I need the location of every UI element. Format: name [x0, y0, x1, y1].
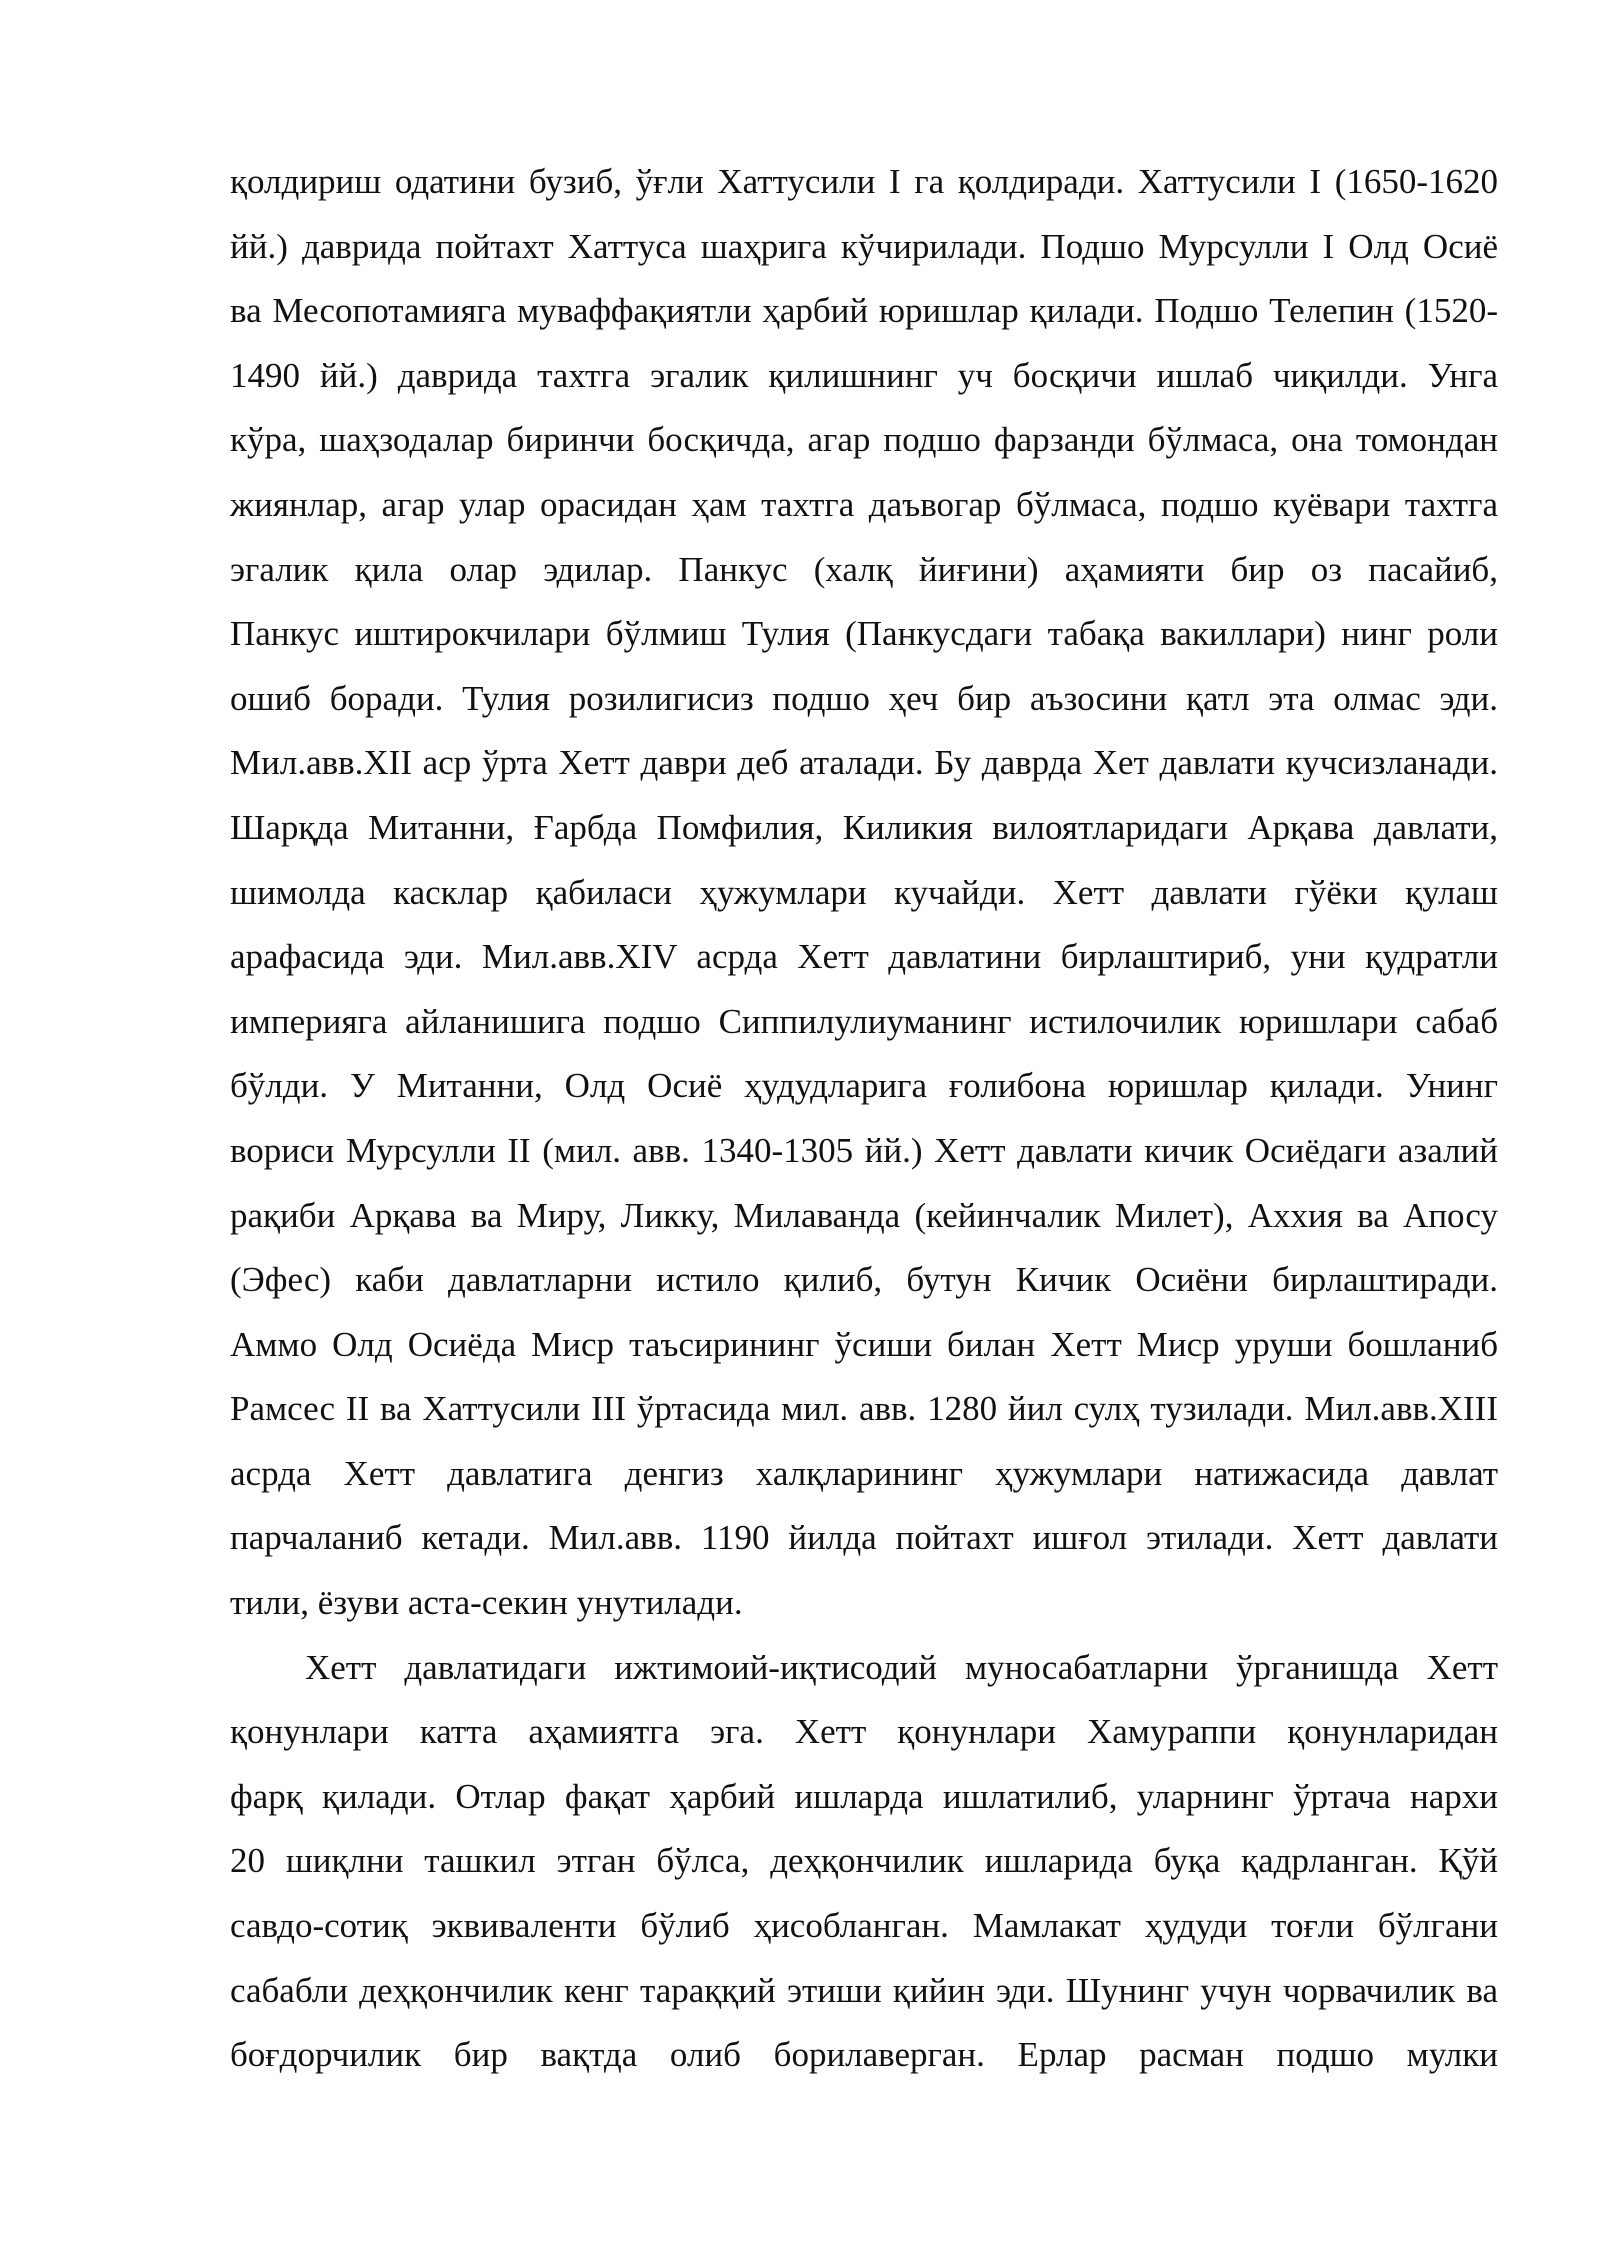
text-line: тили, ёзуви аста-секин унутилади.	[230, 1583, 743, 1623]
text-line: 1490 йй.) даврида тахтга эгалик қилишнинг уч босқичи ишлаб чиқилди. Унга	[230, 355, 1498, 395]
text-line: боғдорчилик бир вақтда олиб борилаверган. Ерлар расман подшо мулки	[230, 2035, 1498, 2075]
text-line: қолдириш одатини бузиб, ўғли Хаттусили I га қолдиради. Хаттусили I (1650-1620	[230, 162, 1498, 201]
text-line: Аммо Олд Осиёда Миср таъсирининг ўсиши билан Хетт Миср уруши бошланиб	[230, 1324, 1498, 1364]
text-line: жиянлар, агар улар орасидан ҳам тахтга даъвогар бўлмаса, подшо куёвари тахтга	[230, 484, 1498, 524]
text-line: империяга айланишига подшо Сиппилулиуманинг истилочилик юришлари сабаб	[230, 1001, 1498, 1041]
text-line: Рамсес II ва Хаттусили III ўртасида мил. авв. 1280 йил сулҳ тузилади. Мил.авв.XIII	[230, 1389, 1498, 1429]
text-line: Шарқда Митанни, Ғарбда Помфилия, Киликия вилоятларидаги Арқава давлати,	[230, 807, 1498, 847]
text-line: (Эфес) каби давлатларни истило қилиб, бутун Кичик Осиёни бирлаштиради.	[230, 1260, 1498, 1300]
text-line: Панкус иштирокчилари бўлмиш Тулия (Панкусдаги табақа вакиллари) нинг роли	[230, 614, 1498, 654]
text-line: 20 шиқлни ташкил этган бўлса, деҳқончилик ишларида буқа қадрланган. Қўй	[230, 1841, 1498, 1881]
text-line: кўра, шаҳзодалар биринчи босқичда, агар подшо фарзанди бўлмаса, она томондан	[230, 420, 1498, 460]
text-line: сабабли деҳқончилик кенг тараққий этиши қийин эди. Шунинг учун чорвачилик ва	[230, 1970, 1498, 2010]
body-text	[230, 150, 1498, 2088]
text-line: шимолда касклар қабиласи ҳужумлари кучайди. Хетт давлати гўёки қулаш	[230, 872, 1498, 912]
text-line: асрда Хетт давлатига денгиз халқларининг ҳужумлари натижасида давлат	[230, 1453, 1498, 1493]
text-line: ошиб боради. Тулия розилигисиз подшо ҳеч бир аъзосини қатл эта олмас эди.	[230, 678, 1498, 718]
paragraph-1	[230, 150, 1498, 1636]
text-line: эгалик қила олар эдилар. Панкус (халқ йиғини) аҳамияти бир оз пасайиб,	[230, 549, 1498, 589]
text-line: ва Месопотамияга муваффақиятли ҳарбий юришлар қилади. Подшо Телепин (1520-	[230, 291, 1498, 331]
text-line: Мил.авв.XII аср ўрта Хетт даври деб аталади. Бу даврда Хет давлати кучсизланади.	[230, 743, 1498, 783]
text-line: қонунлари катта аҳамиятга эга. Хетт қонунлари Хамураппи қонунларидан	[230, 1712, 1498, 1752]
text-line: савдо-сотиқ эквиваленти бўлиб ҳисобланган. Мамлакат ҳудуди тоғли бўлгани	[230, 1906, 1498, 1946]
text-line: арафасида эди. Мил.авв.XIV асрда Хетт давлатини бирлаштириб, уни қудратли	[230, 937, 1498, 977]
text-line: бўлди. У Митанни, Олд Осиё ҳудудларига ғолибона юришлар қилади. Унинг	[230, 1066, 1498, 1106]
text-line: вориси Мурсулли II (мил. авв. 1340-1305 йй.) Хетт давлати кичик Осиёдаги азалий	[230, 1130, 1498, 1170]
text-line: йй.) даврида пойтахт Хаттуса шаҳрига кўчирилади. Подшо Мурсулли I Олд Осиё	[230, 226, 1498, 266]
paragraph-2	[230, 1636, 1498, 2088]
text-line: фарқ қилади. Отлар фақат ҳарбий ишларда ишлатилиб, уларнинг ўртача нархи	[230, 1776, 1498, 1816]
text-line: рақиби Арқава ва Миру, Ликку, Милаванда (кейинчалик Милет), Аххия ва Апосу	[230, 1195, 1498, 1235]
text-line: Хетт давлатидаги ижтимоий-иқтисодий муносабатларни ўрганишда Хетт	[305, 1647, 1498, 1687]
text-line: парчаланиб кетади. Мил.авв. 1190 йилда пойтахт ишғол этилади. Хетт давлати	[230, 1518, 1498, 1558]
